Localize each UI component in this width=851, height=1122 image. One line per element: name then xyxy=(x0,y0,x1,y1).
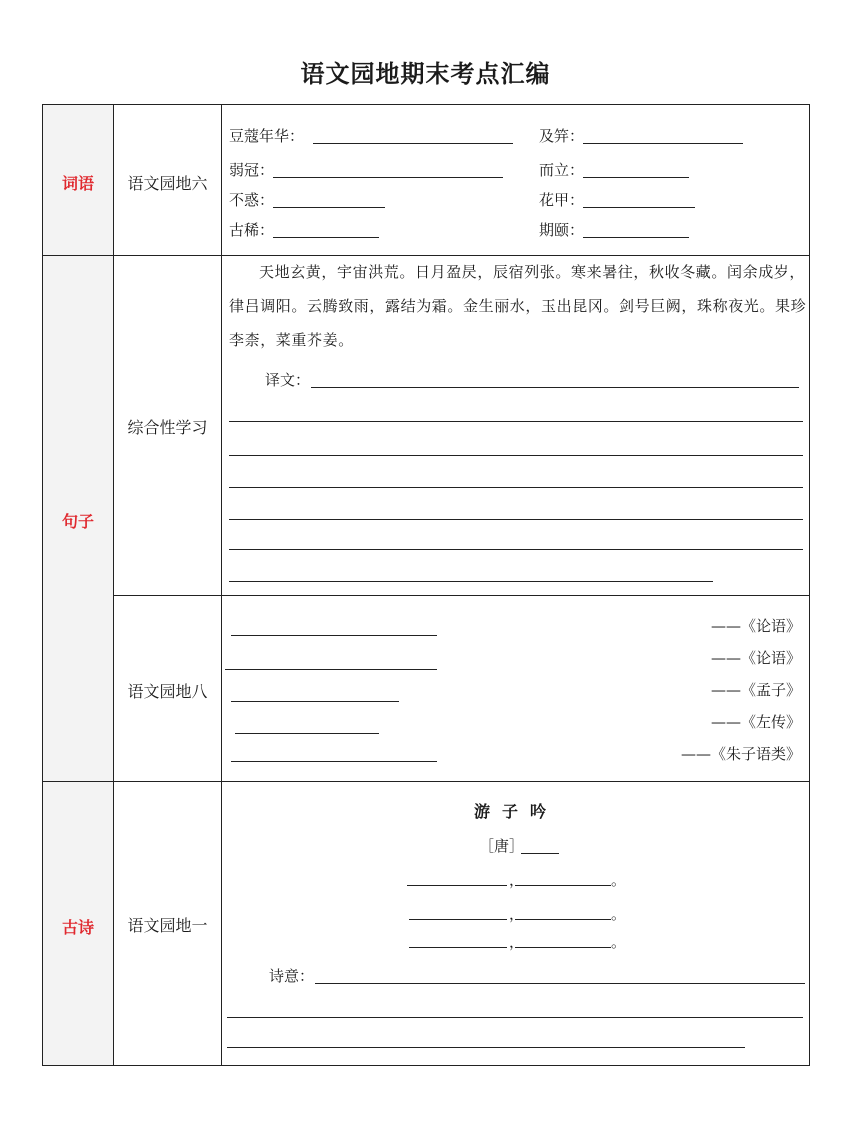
blank-line[interactable] xyxy=(273,237,379,238)
poem-line-blank[interactable] xyxy=(407,885,507,886)
term-label: 不惑： xyxy=(229,191,275,209)
author-blank[interactable] xyxy=(521,853,559,854)
section-label-6: 语文园地六 xyxy=(127,174,208,193)
term-label: 弱冠： xyxy=(229,161,275,179)
page-title: 语文园地期末考点汇编 xyxy=(300,59,551,88)
poem-line-blank[interactable] xyxy=(409,947,507,948)
quote-blank[interactable] xyxy=(231,701,399,702)
quote-blank[interactable] xyxy=(225,669,437,670)
blank-line[interactable] xyxy=(315,983,805,984)
quote-source: ——《论语》 xyxy=(710,617,801,635)
term-label: 豆蔻年华： xyxy=(229,127,305,145)
term-label: 期颐： xyxy=(539,221,585,239)
punct: ， xyxy=(509,933,525,951)
blank-line[interactable] xyxy=(229,549,803,550)
section-label-comprehensive: 综合性学习 xyxy=(127,418,208,437)
punct: ， xyxy=(509,905,525,923)
row-divider xyxy=(113,595,809,596)
punct: 。 xyxy=(611,905,627,923)
section-label-8: 语文园地八 xyxy=(127,682,208,701)
blank-line[interactable] xyxy=(273,207,385,208)
blank-line[interactable] xyxy=(311,387,799,388)
quote-blank[interactable] xyxy=(231,635,437,636)
section-label-1: 语文园地一 xyxy=(127,916,208,935)
quote-source: ——《左传》 xyxy=(710,713,801,731)
category-sentences: 句子 xyxy=(61,512,94,531)
column-divider xyxy=(221,105,222,1065)
translation-label: 译文： xyxy=(265,371,311,389)
term-label: 而立： xyxy=(539,161,585,179)
punct: 。 xyxy=(611,933,627,951)
poem-dynasty: ［唐］ xyxy=(479,837,525,855)
blank-line[interactable] xyxy=(229,455,803,456)
blank-line[interactable] xyxy=(273,177,503,178)
poem-line-blank[interactable] xyxy=(515,947,611,948)
blank-line[interactable] xyxy=(229,487,803,488)
blank-line[interactable] xyxy=(227,1017,803,1018)
poem-line-blank[interactable] xyxy=(409,919,507,920)
blank-line[interactable] xyxy=(229,581,713,582)
worksheet-table xyxy=(42,104,810,1066)
blank-line[interactable] xyxy=(229,519,803,520)
blank-line[interactable] xyxy=(227,1047,745,1048)
blank-line[interactable] xyxy=(583,143,743,144)
category-words: 词语 xyxy=(61,174,94,193)
row-divider xyxy=(43,781,809,782)
punct: 。 xyxy=(611,871,627,889)
quote-blank[interactable] xyxy=(231,761,437,762)
poem-meaning-label: 诗意： xyxy=(269,967,315,985)
blank-line[interactable] xyxy=(583,237,689,238)
term-label: 及笄： xyxy=(539,127,585,145)
blank-line[interactable] xyxy=(583,177,689,178)
blank-line[interactable] xyxy=(229,421,803,422)
poem-line-blank[interactable] xyxy=(515,919,611,920)
quote-source: ——《朱子语类》 xyxy=(680,745,801,763)
blank-line[interactable] xyxy=(583,207,695,208)
category-poetry: 古诗 xyxy=(61,918,94,937)
poem-line-blank[interactable] xyxy=(515,885,611,886)
punct: ， xyxy=(509,871,525,889)
term-label: 花甲： xyxy=(539,191,585,209)
quote-source: ——《论语》 xyxy=(710,649,801,667)
quote-source: ——《孟子》 xyxy=(710,681,801,699)
poem-title: 游子吟 xyxy=(473,802,558,821)
passage-text: 天地玄黄，宇宙洪荒。日月盈昃，辰宿列张。寒来暑往，秋收冬藏。闰余成岁，律吕调阳。云腾致雨，露结为霜。金生丽水，玉出昆冈。剑号巨阙，珠称夜光。果珍李柰，菜重芥姜。 xyxy=(229,263,807,349)
blank-line[interactable] xyxy=(313,143,513,144)
term-label: 古稀： xyxy=(229,221,275,239)
quote-blank[interactable] xyxy=(235,733,379,734)
